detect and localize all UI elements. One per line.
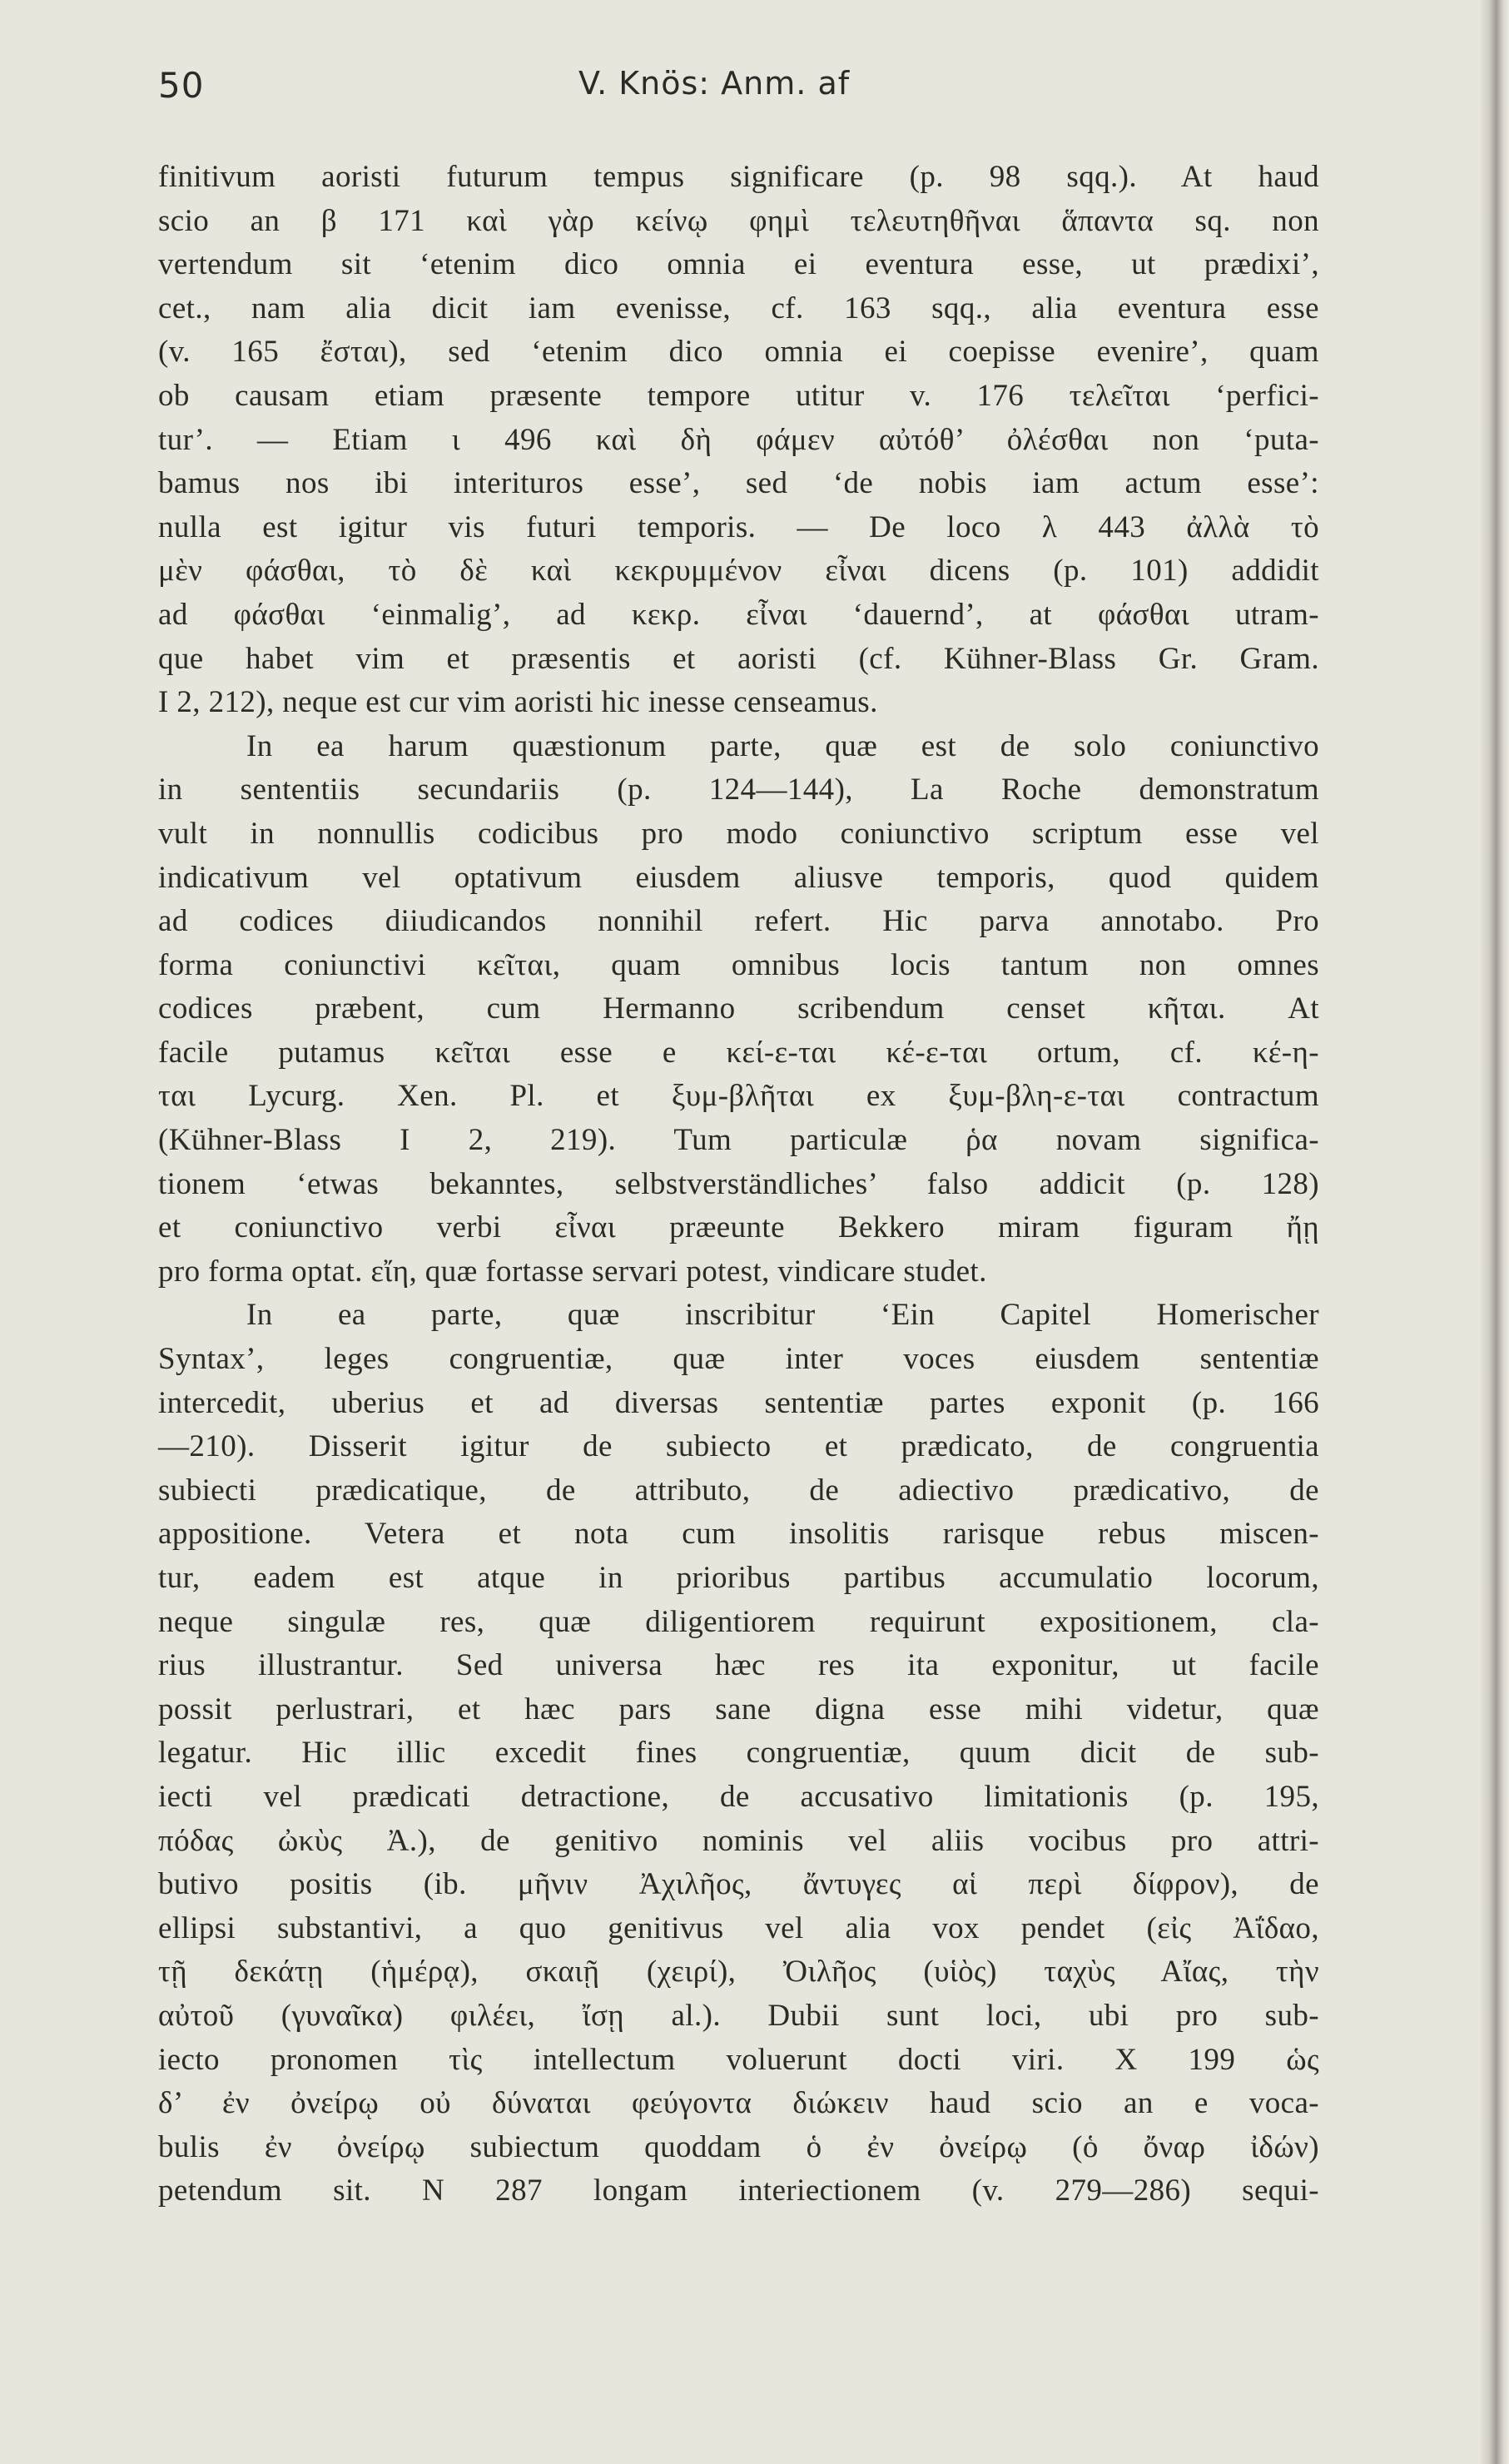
- text-line: vertendum sit ‘etenim dico omnia ei eventura esse, ut prædixi’,: [158, 247, 1319, 282]
- text-line: indicativum vel optativum eiusdem aliusve temporis, quod quidem: [158, 860, 1319, 895]
- text-line: Syntax’, leges congruentiæ, quæ inter voces eiusdem sententiæ: [158, 1342, 1319, 1377]
- text-line: tionem ‘etwas bekanntes, selbstverständliches’ falso addicit (p. 128): [158, 1166, 1319, 1201]
- text-line: tur, eadem est atque in prioribus partibus accumulatio locorum,: [158, 1561, 1319, 1595]
- text-line: subiecti prædicatique, de attributo, de adiectivo prædicativo, de: [158, 1473, 1319, 1508]
- text-line: δ’ ἐν ὀνείρῳ οὐ δύναται φεύγοντα διώκειν haud scio an e voca-: [158, 2086, 1319, 2121]
- text-line: butivo positis (ib. μῆνιν Ἀχιλῆος, ἄντυγες αἱ περὶ δίφρον), de: [158, 1867, 1319, 1902]
- text-line: possit perlustrari, et hæc pars sane digna esse mihi videtur, quæ: [158, 1692, 1319, 1726]
- text-line: (Kühner-Blass I 2, 219). Tum particulæ ῥα novam significa-: [158, 1123, 1319, 1158]
- text-line: iecto pronomen τὶς intellectum voluerunt docti viri. Χ 199 ὡς: [158, 2042, 1319, 2077]
- text-line: bulis ἐν ὀνείρῳ subiectum quoddam ὁ ἐν ὀνείρῳ (ὁ ὄναρ ἰδών): [158, 2129, 1319, 2164]
- text-line: τῇ δεκάτῃ (ἡμέρᾳ), σκαιῇ (χειρί), Ὀιλῆος (υἱὸς) ταχὺς Αἴας, τὴν: [158, 1955, 1319, 1990]
- text-line: legatur. Hic illic excedit fines congruentiæ, quum dicit de sub-: [158, 1736, 1319, 1771]
- text-line: —210). Disserit igitur de subiecto et prædicato, de congruentia: [158, 1429, 1319, 1464]
- text-line: (v. 165 ἔσται), sed ‘etenim dico omnia ei coepisse evenire’, quam: [158, 335, 1319, 370]
- text-line: In ea harum quæstionum parte, quæ est de solo coniunctivo: [246, 728, 1319, 763]
- text-line: cet., nam alia dicit iam evenisse, cf. 163 sqq., alia eventura esse: [158, 291, 1319, 325]
- text-line: et coniunctivo verbi εἶναι præeunte Bekkero miram figuram ἤῃ: [158, 1210, 1319, 1245]
- running-head: V. Knös: Anm. af: [578, 65, 851, 102]
- text-line: codices præbent, cum Hermanno scribendum censet κῆται. At: [158, 991, 1319, 1026]
- text-line: ob causam etiam præsente tempore utitur v. 176 τελεῖται ‘perfici-: [158, 378, 1319, 413]
- text-line: ται Lycurg. Xen. Pl. et ξυμ-βλῆται ex ξυμ-βλη-ε-ται contractum: [158, 1079, 1319, 1114]
- text-line: μὲν φάσθαι, τὸ δὲ καὶ κεκρυμμένον εἶναι dicens (p. 101) addidit: [158, 554, 1319, 589]
- text-line: petendum sit. Ν 287 longam interiectionem (v. 279—286) sequi-: [158, 2173, 1319, 2208]
- page-edge-shadow: [1481, 0, 1509, 2464]
- text-line: ad codices diiudicandos nonnihil refert. Hic parva annotabo. Pro: [158, 904, 1319, 939]
- text-line: forma coniunctivi κεῖται, quam omnibus locis tantum non omnes: [158, 947, 1319, 982]
- text-line: I 2, 212), neque est cur vim aoristi hic inesse censeamus.: [158, 685, 878, 720]
- text-line: in sententiis secundariis (p. 124—144), La Roche demonstratum: [158, 772, 1319, 807]
- text-line: que habet vim et præsentis et aoristi (cf. Kühner-Blass Gr. Gram.: [158, 641, 1319, 676]
- text-line: scio an β 171 καὶ γὰρ κείνῳ φημὶ τελευτηθῆναι ἅπαντα sq. non: [158, 203, 1319, 238]
- text-line: vult in nonnullis codicibus pro modo coniunctivo scriptum esse vel: [158, 816, 1319, 851]
- text-line: pro forma optat. εἴη, quæ fortasse servari potest, vindicare studet.: [158, 1254, 987, 1289]
- text-line: appositione. Vetera et nota cum insolitis rarisque rebus miscen-: [158, 1517, 1319, 1552]
- page-number: 50: [158, 65, 205, 106]
- text-line: bamus nos ibi interituros esse’, sed ‘de nobis iam actum esse’:: [158, 466, 1319, 501]
- body-text: [158, 156, 1319, 2213]
- text-line: facile putamus κεῖται esse e κεί-ε-ται κέ-ε-ται ortum, cf. κέ-η-: [158, 1035, 1319, 1070]
- text-line: αὐτοῦ (γυναῖκα) φιλέει, ἴσῃ al.). Dubii sunt loci, ubi pro sub-: [158, 1998, 1319, 2033]
- text-line: intercedit, uberius et ad diversas sententiæ partes exponit (p. 166: [158, 1385, 1319, 1420]
- text-line: nulla est igitur vis futuri temporis. — De loco λ 443 ἀλλὰ τὸ: [158, 509, 1319, 544]
- text-line: finitivum aoristi futurum tempus significare (p. 98 sqq.). At haud: [158, 160, 1319, 194]
- text-line: πόδας ὠκὺς Ἀ.), de genitivo nominis vel aliis vocibus pro attri-: [158, 1823, 1319, 1858]
- text-line: ellipsi substantivi, a quo genitivus vel alia vox pendet (εἰς Ἀΐδαο,: [158, 1910, 1319, 1945]
- text-line: tur’. — Etiam ι 496 καὶ δὴ φάμεν αὐτόθ’ ὀλέσθαι non ‘puta-: [158, 422, 1319, 457]
- page-header: [158, 65, 1365, 115]
- text-line: In ea parte, quæ inscribitur ‘Ein Capitel Homerischer: [246, 1298, 1319, 1333]
- text-line: iecti vel prædicati detractione, de accusativo limitationis (p. 195,: [158, 1779, 1319, 1814]
- text-line: neque singulæ res, quæ diligentiorem requirunt expositionem, cla-: [158, 1604, 1319, 1639]
- text-line: rius illustrantur. Sed universa hæc res ita exponitur, ut facile: [158, 1648, 1319, 1683]
- text-line: ad φάσθαι ‘einmalig’, ad κεκρ. εἶναι ‘dauernd’, at φάσθαι utram-: [158, 597, 1319, 632]
